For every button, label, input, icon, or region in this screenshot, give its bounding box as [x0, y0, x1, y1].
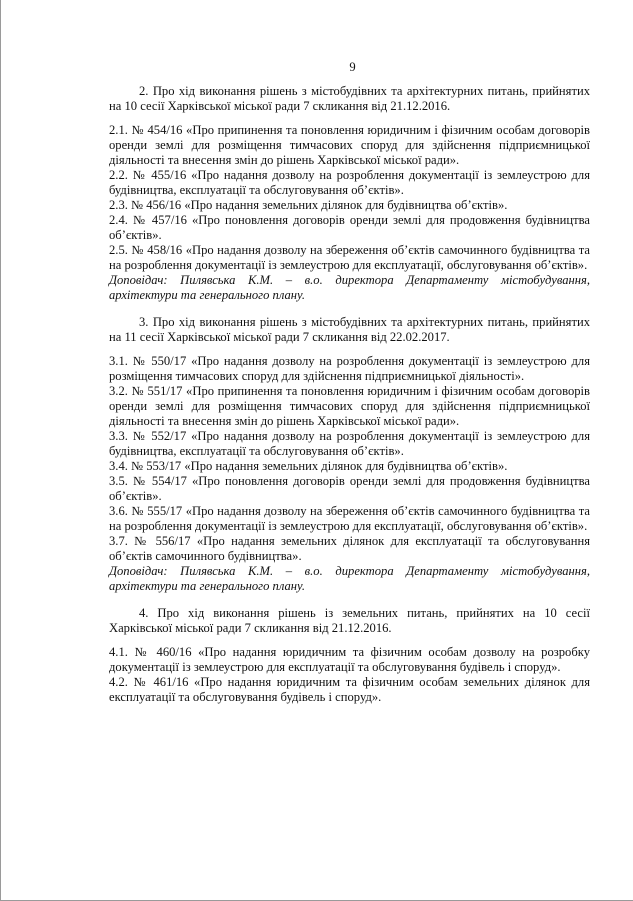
decision-item: 2.5. № 458/16 «Про надання дозволу на збереження об’єктів самочинного будівництва та на розроблення документації із землеустрою для експлуатації, обслуговування об’єктів».: [109, 243, 590, 272]
decision-item: 3.4. № 553/17 «Про надання земельних ділянок для будівництва об’єктів».: [109, 459, 508, 473]
decision-item: 2.2. № 455/16 «Про надання дозволу на розроблення документації із землеустрою для будівництва, експлуатації та обслуговування об’єктів».: [109, 168, 590, 197]
decision-item: 3.2. № 551/17 «Про припинення та поновлення юридичним і фізичним особам договорів оренди землі для розміщення тимчасових споруд для здійснення підприємницької діяльності та внесення змін до рішень Харківської міської ради».: [109, 384, 590, 428]
section-heading: 3. Про хід виконання рішень з містобудівних та архітектурних питань, прийнятих на 11 сесії Харківської міської ради 7 скликання від 22.02.2017.: [109, 315, 590, 344]
decision-item: 2.3. № 456/16 «Про надання земельних ділянок для будівництва об’єктів».: [109, 198, 508, 212]
reporter-note: Доповідач: Пилявська К.М. – в.о. директора Департаменту містобудування, архітектури та генерального плану.: [109, 273, 590, 302]
section-heading: 2. Про хід виконання рішень з містобудівних та архітектурних питань, прийнятих на 10 сесії Харківської міської ради 7 скликання від 21.12.2016.: [109, 84, 590, 113]
decision-item: 3.6. № 555/17 «Про надання дозволу на збереження об’єктів самочинного будівництва та на розроблення документації із землеустрою для експлуатації, обслуговування об’єктів».: [109, 504, 590, 533]
section-heading: 4. Про хід виконання рішень із земельних питань, прийнятих на 10 сесії Харківської міської ради 7 скликання від 21.12.2016.: [109, 606, 590, 635]
decision-item: 3.1. № 550/17 «Про надання дозволу на розроблення документації із землеустрою для розміщення тимчасових споруд для здійснення підприємницької діяльності».: [109, 354, 590, 383]
reporter-note: Доповідач: Пилявська К.М. – в.о. директора Департаменту містобудування, архітектури та генерального плану.: [109, 564, 590, 593]
decision-item: 2.4. № 457/16 «Про поновлення договорів оренди землі для продовження будівництва об’єктів».: [109, 213, 590, 242]
section-2: [109, 84, 590, 303]
section-4: [109, 606, 590, 705]
decision-item: 3.7. № 556/17 «Про надання земельних ділянок для експлуатації та обслуговування об’єктів самочинного будівництва».: [109, 534, 590, 563]
decision-item: 4.1. № 460/16 «Про надання юридичним та фізичним особам дозволу на розробку документації із землеустрою для експлуатації та обслуговування будівель і споруд».: [109, 645, 590, 674]
decision-item: 3.3. № 552/17 «Про надання дозволу на розроблення документації із землеустрою для будівництва, експлуатації та обслуговування об’єктів».: [109, 429, 590, 458]
decision-item: 2.1. № 454/16 «Про припинення та поновлення юридичним і фізичним особам договорів оренди землі для розміщення тимчасових споруд для здійснення підприємницької діяльності та внесення змін до рішень Харківської міської ради».: [109, 123, 590, 167]
page-content: [109, 60, 590, 705]
section-3: [109, 315, 590, 594]
decision-item: 3.5. № 554/17 «Про поновлення договорів оренди землі для продовження будівництва об’єктів».: [109, 474, 590, 503]
page-number: 9: [349, 60, 356, 74]
decision-item: 4.2. № 461/16 «Про надання юридичним та фізичним особам земельних ділянок для експлуатації та обслуговування будівель і споруд».: [109, 675, 590, 704]
